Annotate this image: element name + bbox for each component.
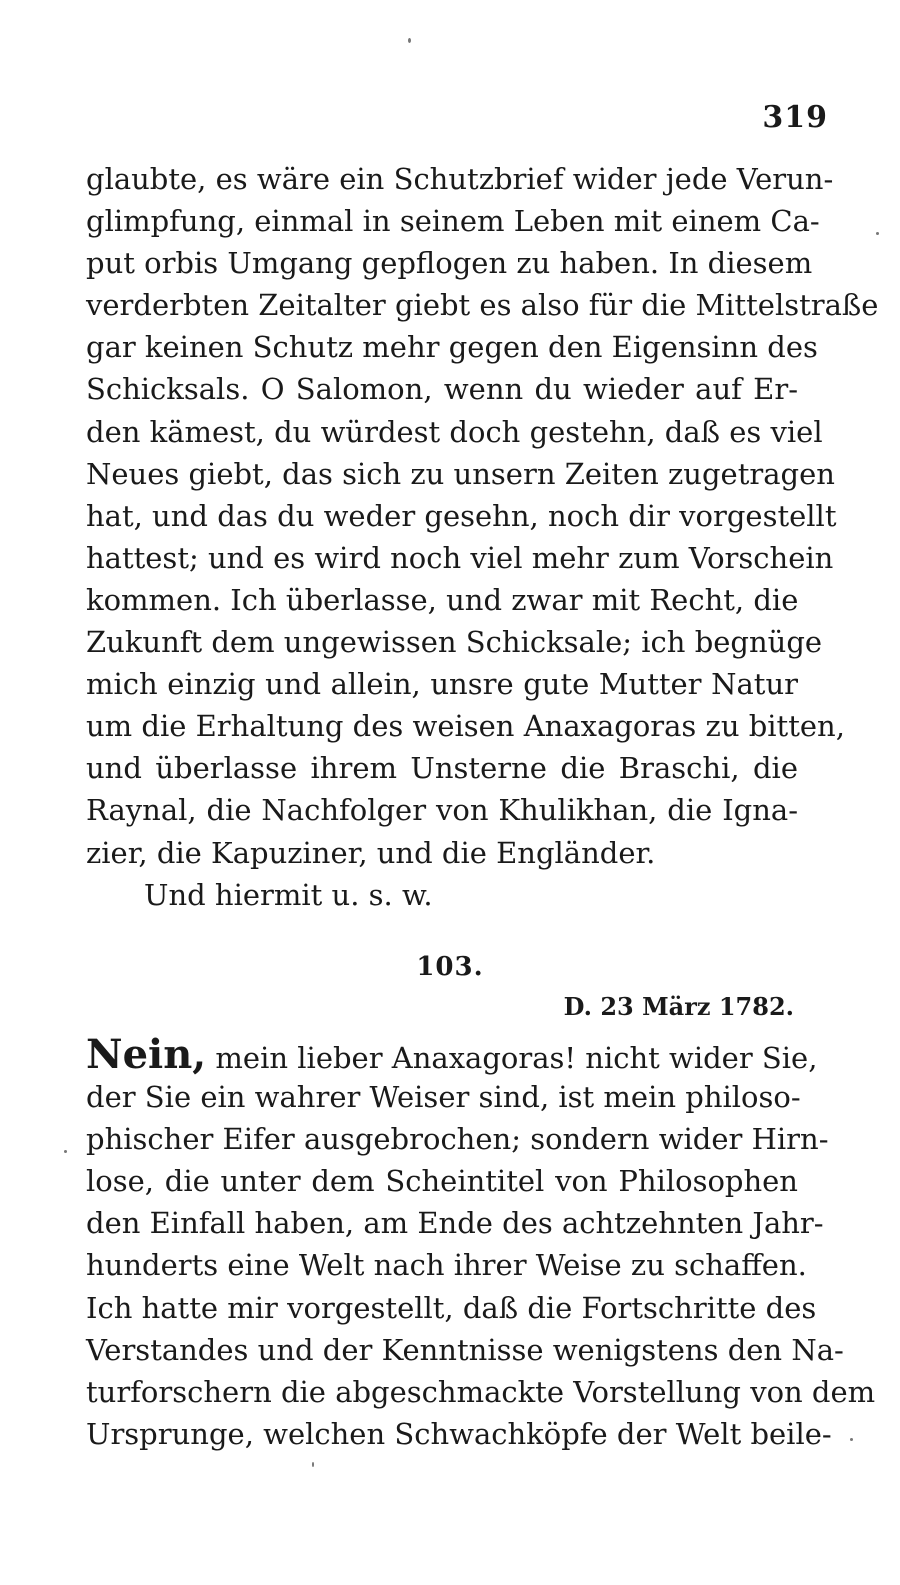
text-line: den Einfall haben, am Ende des achtzehnten Jahr- xyxy=(86,1206,824,1241)
text-line: verderbten Zeitalter giebt es also für die Mittelstraße xyxy=(86,288,879,323)
text-line: hat, und das du weder gesehn, noch dir vorgestellt xyxy=(86,498,837,533)
opening-line-rest: mein lieber Anaxagoras! nicht wider Sie, xyxy=(206,1041,818,1075)
text-line: Ich hatte mir vorgestellt, daß die Fortschritte des xyxy=(86,1290,817,1325)
text-line: Verstandes und der Kenntnisse wenigstens den Na- xyxy=(86,1332,844,1367)
closing-line: Und hiermit u. s. w. xyxy=(144,877,433,912)
ink-speck xyxy=(850,1438,853,1441)
text-line: mich einzig und allein, unsre gute Mutter Natur xyxy=(86,667,798,702)
ink-speck xyxy=(312,1462,314,1467)
text-line: den kämest, du würdest doch gestehn, daß es viel xyxy=(86,414,823,449)
letter-date: D. 23 März 1782. xyxy=(563,992,794,1021)
text-line: glaubte, es wäre ein Schutzbrief wider jede Verun- xyxy=(86,162,834,196)
letter-body xyxy=(86,1031,876,1455)
text-line: Raynal, die Nachfolger von Khulikhan, die Ignа- xyxy=(86,793,798,828)
text-line-first xyxy=(86,1031,818,1078)
letter-body-continued xyxy=(86,158,879,916)
ink-speck xyxy=(64,1150,67,1153)
text-line: hunderts eine Welt nach ihrer Weise zu schaffen. xyxy=(86,1248,807,1283)
text-line: Schicksals. O Salomon, wenn du wieder auf Er- xyxy=(86,372,798,407)
text-line: Zukunft dem ungewissen Schicksale; ich begnüge xyxy=(86,625,823,660)
text-line: Neues giebt, das sich zu unsern Zeiten zugetragen xyxy=(86,456,835,491)
opening-word: Nein, xyxy=(86,1031,207,1078)
letter-number: 103. xyxy=(416,952,484,982)
ink-speck xyxy=(876,232,879,235)
text-line: put orbis Umgang gepflogen zu haben. In diesem xyxy=(86,246,813,281)
page-number: 319 xyxy=(762,100,828,135)
text-line: hattest; und es wird noch viel mehr zum Vorschein xyxy=(86,540,834,575)
text-line: lose, die unter dem Scheintitel von Philosophen xyxy=(86,1164,798,1199)
text-line: der Sie ein wahrer Weiser sind, ist mein philoso- xyxy=(86,1080,801,1115)
text-line: Ursprunge, welchen Schwachköpfe der Welt beile- xyxy=(86,1416,832,1451)
text-line: und überlasse ihrem Unsterne die Braschi, die xyxy=(86,751,798,786)
text-line: turforschern die abgeschmackte Vorstellung von dem xyxy=(86,1374,876,1409)
text-line: phischer Eifer ausgebrochen; sondern wider Hirn- xyxy=(86,1122,829,1157)
ink-speck xyxy=(408,38,411,43)
text-line: kommen. Ich überlasse, und zwar mit Recht, die xyxy=(86,582,799,617)
text-line: gar keinen Schutz mehr gegen den Eigensinn des xyxy=(86,330,818,365)
text-line: um die Erhaltung des weisen Anaxagoras zu bitten, xyxy=(86,709,845,744)
text-line: glimpfung, einmal in seinem Leben mit einem Ca- xyxy=(86,204,820,239)
text-line: zier, die Kapuziner, und die Engländer. xyxy=(86,835,656,870)
